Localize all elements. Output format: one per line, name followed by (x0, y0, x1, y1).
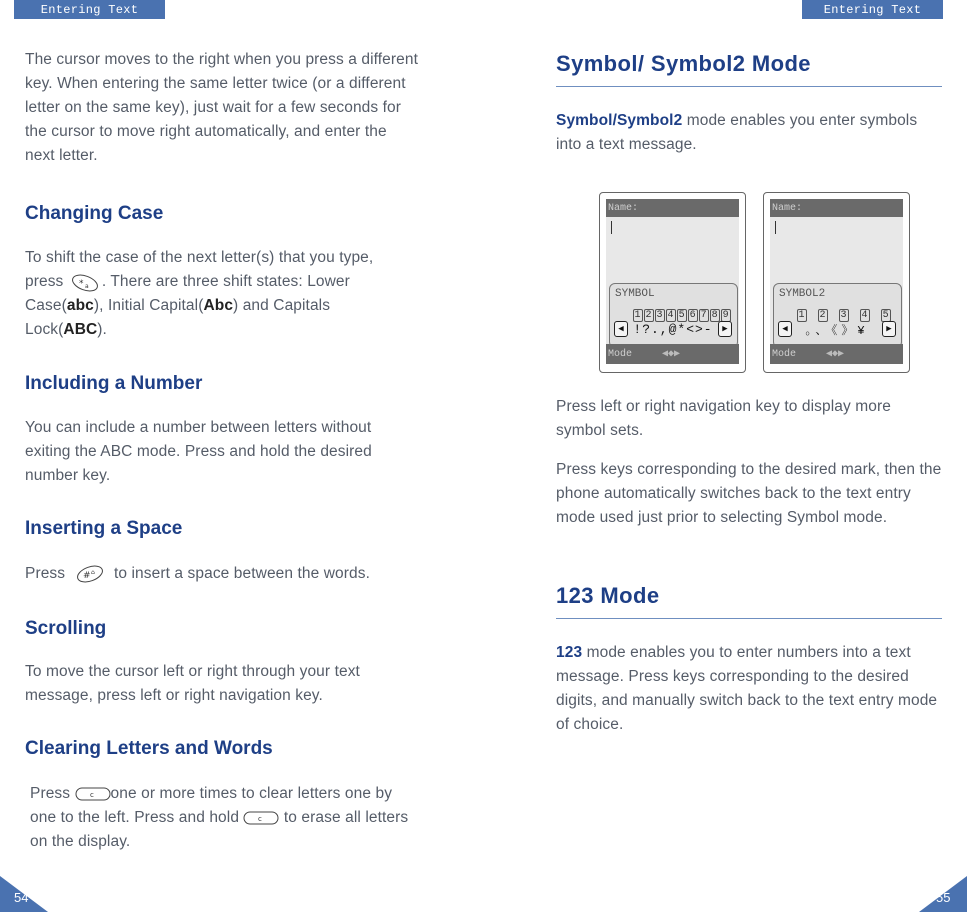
nav-key-icon: ◀◆▶ (826, 349, 845, 360)
digit-label: 1 (798, 310, 805, 321)
inserting-space-paragraph: Press # ⌂ to insert a space between the words. (25, 562, 405, 586)
name-label: Name: (606, 199, 739, 217)
clear-key-icon (75, 786, 111, 802)
svg-text:a: a (84, 282, 89, 290)
clearing-paragraph: Press c one or more times to clear letters one by one to the left. Press and hold c to erase all letters on the display. (30, 785, 409, 850)
symbol-panel-title: SYMBOL (615, 288, 655, 300)
nav-key-icon: ◀◆▶ (662, 349, 681, 360)
svg-text:c: c (89, 790, 94, 799)
heading-clearing: Clearing Letters and Words (25, 738, 273, 759)
digit-label: 4 (667, 310, 674, 321)
digit-label: 1 (634, 310, 641, 321)
hash-key-icon (70, 563, 110, 585)
arrow-right-icon: ▶ (882, 321, 896, 337)
digit-label: 2 (819, 310, 826, 321)
page-number-left: 54 (14, 890, 29, 905)
digit-label: 5 (678, 310, 685, 321)
svg-text:*: * (78, 278, 84, 289)
heading-123-mode: 123 Mode (556, 583, 660, 608)
arrow-left-icon: ◀ (614, 321, 628, 337)
scrolling-paragraph: To move the cursor left or right through your text message, press left or right navigation key. (25, 663, 360, 704)
digit-label: 8 (711, 310, 718, 321)
digit-label: 7 (700, 310, 707, 321)
mode-123-paragraph: 123 mode enables you to enter numbers into a text message. Press keys corresponding to the desired digits, and manually switch back to the text entry mode of choice. (556, 644, 938, 733)
softkey-mode-label: Mode (608, 349, 633, 360)
digit-label: 9 (722, 310, 729, 321)
softkey-mode-label: Mode (772, 349, 797, 360)
symbols-label: !?.,@*<>- (633, 321, 713, 337)
symbol-panel (609, 283, 738, 348)
heading-rule (556, 86, 942, 87)
symbol-row (778, 321, 896, 337)
text-cursor (611, 221, 612, 234)
changing-case-paragraph: To shift the case of the next letter(s) that you type, press * a . There are three shift states: Lower Case(abc), Initial Capital(Abc) and Capitals Lock(ABC). (25, 249, 374, 338)
symbol-panel-title: SYMBOL2 (779, 288, 826, 300)
symbol-mode-paragraph: Symbol/Symbol2 mode enables you enter symbols into a text message. (556, 112, 918, 153)
symbol-panel (773, 283, 902, 348)
name-label: Name: (770, 199, 903, 217)
arrow-left-icon: ◀ (778, 321, 792, 337)
phone-screen-symbol (599, 192, 746, 373)
digit-label: 2 (645, 310, 652, 321)
star-key-icon (68, 271, 102, 293)
svg-text:#: # (82, 570, 91, 581)
text-cursor (775, 221, 776, 234)
heading-inserting-space: Inserting a Space (25, 518, 183, 539)
softkey-bar (606, 344, 739, 364)
intro-paragraph: The cursor moves to the right when you press a different key. When entering the same letter twice (or a different letter on the same key), just wait for a few seconds for the cursor to move right automatically, and enter the next letter. (25, 51, 419, 164)
heading-changing-case: Changing Case (25, 203, 164, 224)
keys-paragraph: Press keys corresponding to the desired mark, then the phone automatically switches back to the text entry mode used just prior to selecting Symbol mode. (556, 461, 942, 526)
arrow-right-icon: ▶ (718, 321, 732, 337)
clear-key-icon (243, 810, 279, 826)
page-number-right: 55 (936, 890, 951, 905)
section-tab-left: Entering Text (14, 0, 165, 19)
svg-text:⌂: ⌂ (90, 568, 95, 576)
symbols-label: 。、《》¥ (805, 323, 869, 338)
digit-label: 4 (861, 310, 868, 321)
heading-symbol-mode: Symbol/ Symbol2 Mode (556, 51, 811, 76)
heading-rule (556, 618, 942, 619)
heading-including-number: Including a Number (25, 373, 203, 394)
digit-label: 5 (882, 310, 889, 321)
softkey-bar (770, 344, 903, 364)
digit-label: 3 (840, 310, 847, 321)
digit-label: 3 (656, 310, 663, 321)
svg-text:c: c (258, 814, 263, 823)
including-number-paragraph: You can include a number between letters without exiting the ABC mode. Press and hold the desired number key. (25, 419, 372, 484)
nav-key-paragraph: Press left or right navigation key to display more symbol sets. (556, 398, 891, 439)
symbol-row (614, 321, 732, 337)
phone-screen-symbol2 (763, 192, 910, 373)
section-tab-right: Entering Text (802, 0, 943, 19)
digit-label: 6 (689, 310, 696, 321)
heading-scrolling: Scrolling (25, 618, 107, 639)
